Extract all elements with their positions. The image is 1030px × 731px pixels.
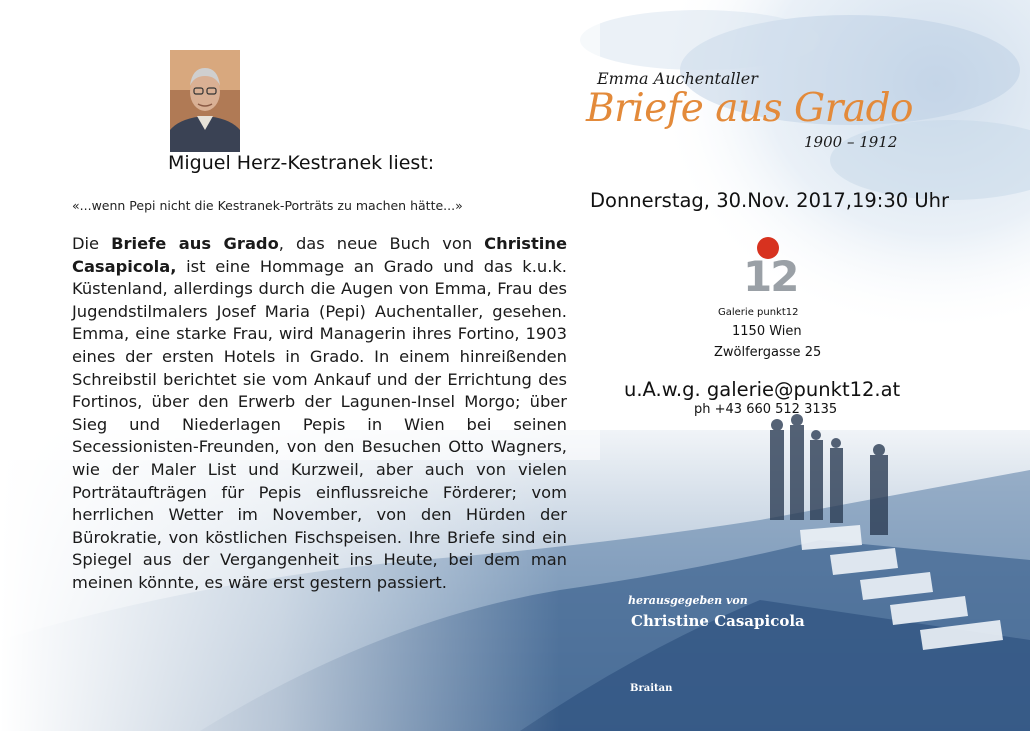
gallery-city: 1150 Wien: [732, 324, 802, 339]
editor-label: herausgegeben von: [628, 594, 748, 607]
gallery-street: Zwölfergasse 25: [714, 345, 822, 360]
phone-number[interactable]: ph +43 660 512 3135: [694, 402, 838, 417]
book-title-inline: Briefe aus Grado: [111, 234, 279, 253]
book-description: [72, 233, 567, 595]
publisher-name: Braitan: [630, 683, 673, 694]
portrait-photo: [170, 50, 240, 152]
book-title: Briefe aus Grado: [586, 86, 914, 131]
reader-title: Miguel Herz-Kestranek liest:: [168, 152, 435, 174]
description-text: ist eine Hommage an Grado und das k.u.k. Küstenland, allerdings durch die Augen von Emma, Frau des Jugendstilmalers Josef Maria (Pepi) Auchentaller, gesehen. Emma, eine starke Frau, wird Managerin ihres Fortino, 1903 eines der ersten Hotels in Grado. In einem hinreißenden Schreibstil berichtet sie vom Ankauf und der Errichtung des Fortinos, über den Erwerb der Lagunen-Insel Morgo; über Sieg und Niederlagen Pepis in Wien bei seinen Secessionisten-Freunden, von den Besuchen Otto Wagners, wie der Maler List und Kurzweil, aber auch von vielen Porträtaufträgen für Pepis einflussreiche Förderer; vom herrlichen Wetter im November, von den Hürden der Bürokratie, von köstlichen Fischspeisen. Ihre Briefe sind ein Spiegel aus der Vergangenheit ins Heute, bei dem man meinen könnte, es wäre erst gestern passiert.: [72, 256, 567, 592]
description-text: Die: [72, 234, 112, 253]
gallery-name: Galerie punkt12: [718, 307, 799, 318]
editor-name: Christine Casapicola: [631, 612, 805, 630]
quote: «...wenn Pepi nicht die Kestranek-Porträts zu machen hätte...»: [72, 198, 463, 213]
book-years: 1900 – 1912: [804, 133, 898, 151]
author-inline: Christine Casapicola,: [72, 234, 567, 276]
book-author: Emma Auchentaller: [597, 69, 758, 88]
rsvp-email[interactable]: u.A.w.g. galerie@punkt12.at: [624, 378, 901, 401]
description-text: , das neue Buch von: [278, 234, 485, 253]
gallery-logo-number: 12: [743, 252, 798, 301]
event-date: Donnerstag, 30.Nov. 2017,19:30 Uhr: [590, 189, 950, 212]
